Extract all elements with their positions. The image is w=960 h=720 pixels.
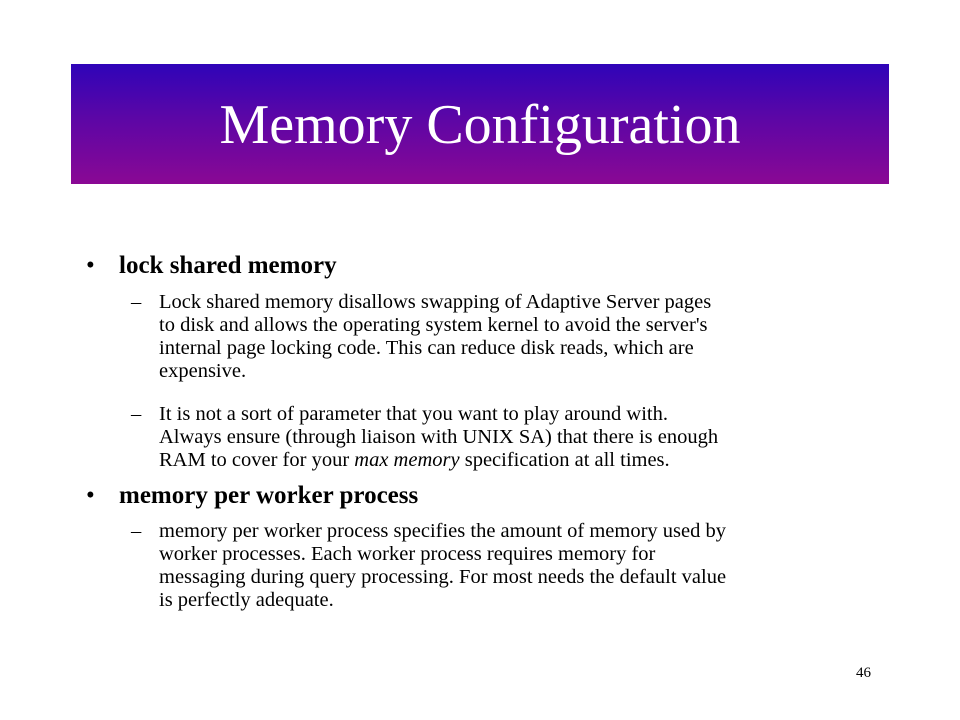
emphasis-max-memory: max memory [354,449,460,471]
text-segment: RAM to cover for your [159,449,355,471]
bullet-marker: • [86,252,95,279]
text-line: is perfectly adequate. [159,589,334,611]
bullet-heading: memory per worker process [119,482,419,509]
dash-marker: – [131,520,142,542]
text-line: It is not a sort of parameter that you want to play around with. [159,403,668,425]
text-line: expensive. [159,360,247,382]
text-line: Lock shared memory disallows swapping of Adaptive Server pages [159,291,712,313]
sub-item-lock-shared-memory-warning [131,403,911,472]
slide-title: Memory Configuration [219,94,741,156]
text-line: memory per worker process specifies the amount of memory used by [159,520,727,542]
bullet-marker: • [86,482,95,509]
text-line: to disk and allows the operating system kernel to avoid the server's [159,314,708,336]
sub-item-lock-shared-memory-description [131,291,911,383]
text-line: Always ensure (through liaison with UNIX SA) that there is enough [159,426,719,448]
page-number: 46 [856,665,871,681]
text-line: messaging during query processing. For most needs the default value [159,566,727,588]
dash-marker: – [131,291,142,313]
text-line [159,449,911,472]
sub-item-memory-per-worker-process-description [131,520,911,612]
dash-marker: – [131,403,142,425]
text-line: internal page locking code. This can reduce disk reads, which are [159,337,694,359]
bullet-heading: lock shared memory [119,252,337,279]
text-segment: specification at all times. [459,449,670,471]
text-line: worker processes. Each worker process requires memory for [159,543,656,565]
